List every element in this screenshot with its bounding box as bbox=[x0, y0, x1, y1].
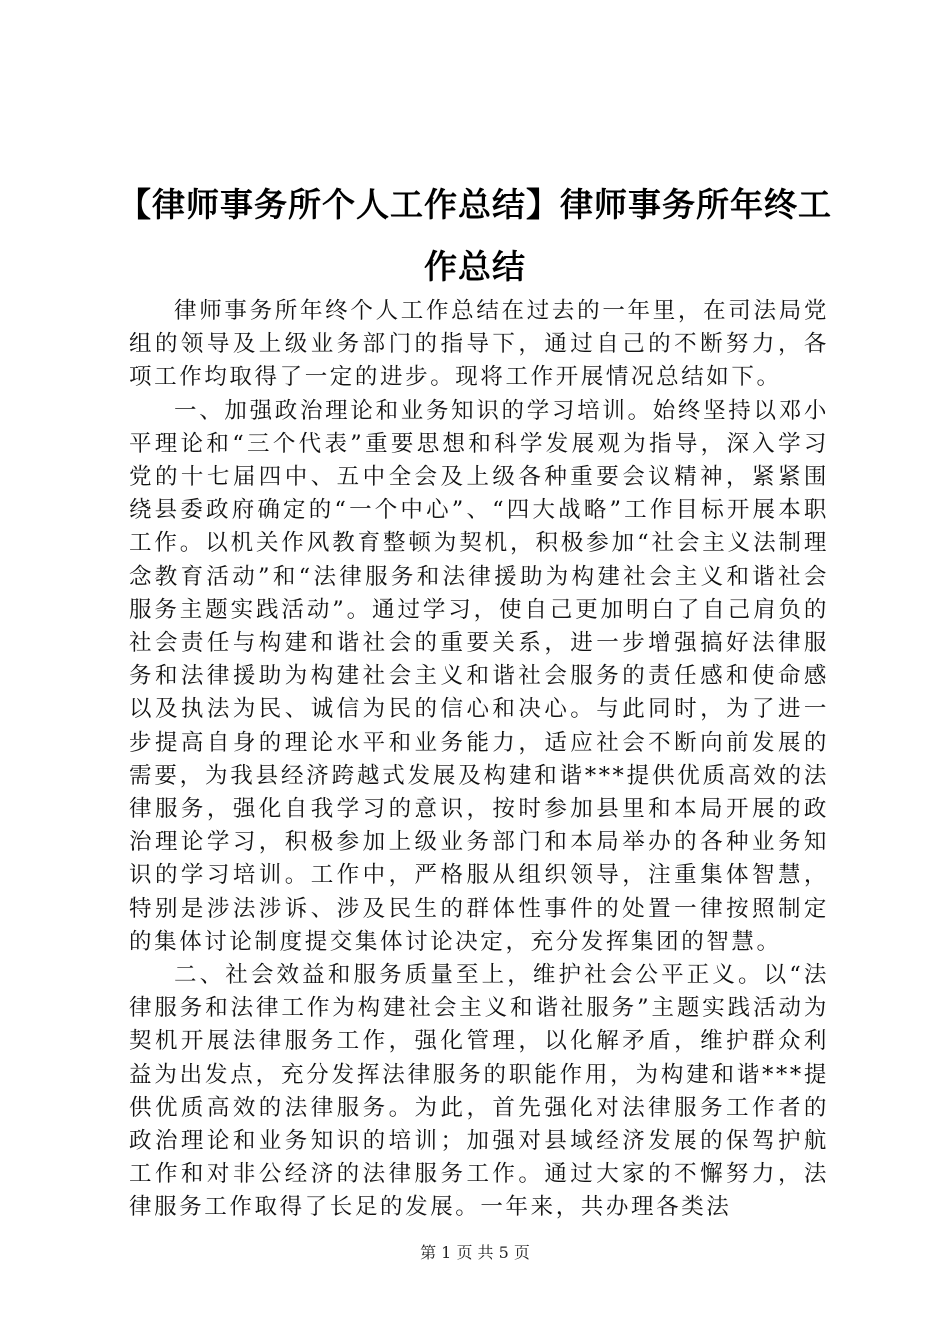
document-title: 【律师事务所个人工作总结】律师事务所年终工作总结 bbox=[118, 185, 832, 287]
document-body bbox=[129, 295, 829, 1225]
page-number-footer: 第 1 页 共 5 页 bbox=[420, 1243, 530, 1262]
paragraph-intro: 律师事务所年终个人工作总结在过去的一年里，在司法局党组的领导及上级业务部门的指导下，通过自己的不断努力，各项工作均取得了一定的进步。现将工作开展情况总结如下。 bbox=[129, 298, 829, 391]
paragraph-section-one: 一、加强政治理论和业务知识的学习培训。始终坚持以邓小平理论和“三个代表”重要思想和科学发展观为指导，深入学习党的十七届四中、五中全会及上级各种重要会议精神，紧紧围绕县委政府确定的“一个中心”、“四大战略”工作目标开展本职工作。以机关作风教育整顿为契机，积极参加“社会主义法制理念教育活动”和“法律服务和法律援助为构建社会主义和谐社会服务主题实践活动”。通过学习，使自己更加明白了自己肩负的社会责任与构建和谐社会的重要关系，进一步增强搞好法律服务和法律援助为构建社会主义和谐社会服务的责任感和使命感以及执法为民、诚信为民的信心和决心。与此同时，为了进一步提高自身的理论水平和业务能力，适应社会不断向前发展的需要，为我县经济跨越式发展及构建和谐***提供优质高效的法律服务，强化自我学习的意识，按时参加县里和本局开展的政治理论学习，积极参加上级业务部门和本局举办的各种业务知识的学习培训。工作中，严格服从组织领导，注重集体智慧，特别是涉法涉诉、涉及民生的群体性事件的处置一律按照制定的集体讨论制度提交集体讨论决定，充分发挥集团的智慧。 bbox=[129, 397, 829, 955]
paragraph-section-two: 二、社会效益和服务质量至上，维护社会公平正义。以“法律服务和法律工作为构建社会主义和谐社服务”主题实践活动为契机开展法律服务工作，强化管理，以化解矛盾，维护群众利益为出发点，充分发挥法律服务的职能作用，为构建和谐***提供优质高效的法律服务。为此，首先强化对法律服务工作者的政治理论和业务知识的培训；加强对县域经济发展的保驾护航工作和对非公经济的法律服务工作。通过大家的不懈努力，法律服务工作取得了长足的发展。一年来，共办理各类法 bbox=[129, 962, 829, 1221]
